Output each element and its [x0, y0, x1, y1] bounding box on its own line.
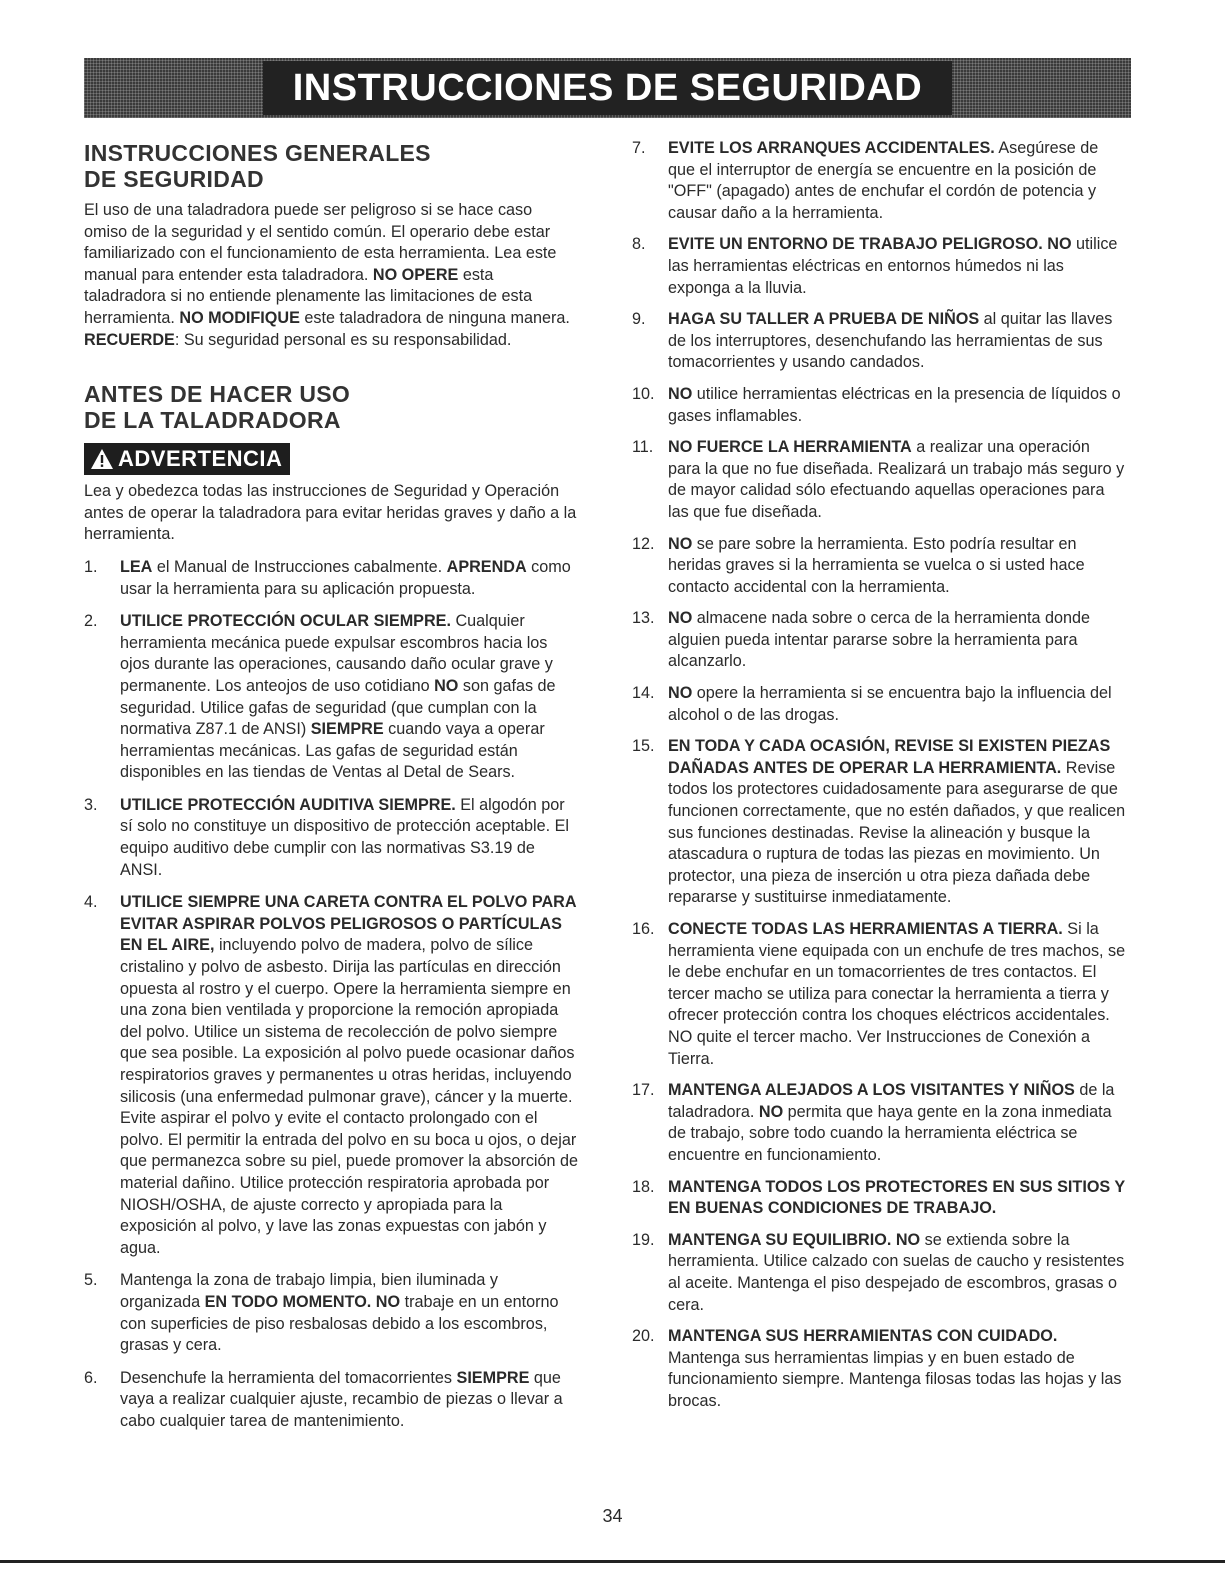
bottom-rule [0, 1560, 1225, 1563]
warning-triangle-icon [90, 448, 114, 470]
safety-item: 6. Desenchufe la herramienta del tomacorrientes SIEMPRE que vaya a realizar cualquier ajuste, recambio de piezas o llevar a cabo cualquier tarea de mantenimiento. [84, 1368, 563, 1430]
item-number: 13. [632, 609, 655, 628]
item-number: 11. [632, 438, 654, 457]
item-number: 17. [632, 1081, 655, 1100]
warning-text: Lea y obedezca todas las instrucciones de Seguridad y Operación antes de operar la taladradora para evitar heridas graves y daño a la herramienta. [84, 482, 577, 544]
item-number: 20. [632, 1327, 655, 1346]
safety-item: 18. MANTENGA TODOS LOS PROTECTORES EN SUS SITIOS Y EN BUENAS CONDICIONES DE TRABAJO. [632, 1177, 1125, 1218]
safety-item: 4. UTILICE SIEMPRE UNA CARETA CONTRA EL POLVO PARA EVITAR ASPIRAR POLVOS PELIGROSOS O PARTÍCULAS EN EL AIRE, incluyendo polvo de madera, polvo de sílice cristalino y polvo de asbesto. Dirija las partículas en dirección opuesta al rostro y el cuerpo. Opere la herramienta siempre en una zona bien ventilada y proporcione la remoción apropiada del polvo. Utilice un sistema de recolección de polvo siempre que sea posible. La exposición al polvo puede ocasionar daños respiratorios graves y permanentes u otras heridas, incluyendo silicosis (una enfermedad pulmonar grave), cáncer y la muerte. Evite aspirar el polvo y evite el contacto prolongado con el polvo. El permitir la entrada del polvo en su boca u ojos, o dejar que permanezca sobre su piel, puede promover la absorción de material dañino. Utilice protección respiratoria aprobada por NIOSH/OSHA, de ajuste correcto y apropiada para la exposición al polvo, y lave las zonas expuestas con jabón y agua. [84, 893, 579, 1257]
general-safety-paragraph: El uso de una taladradora puede ser peligroso si se hace caso omiso de la seguridad y el sentido común. El operario debe estar familiarizado con el funcionamiento de esta herramienta. Lea este manual para entender esta taladradora. NO OPERE esta taladradora si no entiende plenamente las limitaciones de esta herramienta. NO MODIFIQUE este taladradora de ninguna manera. RECUERDE: Su seguridad personal es su responsabilidad. [84, 201, 570, 349]
safety-item: 11. NO FUERCE LA HERRAMIENTA a realizar una operación para la que no fue diseñada. Realizará un trabajo más seguro y de mayor calidad sólo efectuando aquellas operaciones para las que fue diseñada. [632, 438, 1125, 521]
safety-item: 10. NO utilice herramientas eléctricas en la presencia de líquidos o gases inflamables. [632, 384, 1121, 425]
safety-item: 17. MANTENGA ALEJADOS A LOS VISITANTES Y NIÑOS de la taladradora. NO permita que haya gente en la zona inmediata de trabajo, sobre todo cuando la herramienta eléctrica se encuentre en funcionamiento. [632, 1081, 1115, 1164]
safety-list-right [632, 138, 1126, 1412]
right-column [632, 138, 1126, 1412]
safety-item: 15. EN TODA Y CADA OCASIÓN, REVISE SI EXISTEN PIEZAS DAÑADAS ANTES DE OPERAR LA HERRAMIENTA. Revise todos los protectores cuidadosamente para asegurarse de que funcionen correctamente, que no estén dañados, y que realicen sus funciones destinadas. Revise la alineación y busque la atascadura o ruptura de todas las piezas en movimiento. Un protector, una pieza de inserción u otra pieza dañada debe repararse y sustituirse inmediatamente. [632, 737, 1126, 907]
safety-item: 7. EVITE LOS ARRANQUES ACCIDENTALES. Asegúrese de que el interruptor de energía se encuentre en la posición de "OFF" (apagado) antes de enchufar el cordón de potencia y causar daño a la herramienta. [632, 139, 1099, 222]
safety-item: 12. NO se pare sobre la herramienta. Esto podría resultar en heridas graves si la herramienta se vuelca o si usted hace contacto accidental con la herramienta. [632, 534, 1085, 596]
item-number: 14. [632, 684, 655, 703]
item-number: 16. [632, 920, 655, 938]
page-title: INSTRUCCIONES DE SEGURIDAD [263, 61, 953, 115]
item-number: 10. [632, 384, 655, 403]
safety-item: 9. HAGA SU TALLER A PRUEBA DE NIÑOS al quitar las llaves de los interruptores, desenchufando las herramientas de sus tomacorrientes y usando candados. [632, 310, 1113, 372]
item-number: 8. [632, 235, 646, 254]
item-number: 3. [84, 795, 98, 814]
safety-item: 5. Mantenga la zona de trabajo limpia, bien iluminada y organizada EN TODO MOMENTO. NO trabaje en un entorno con superficies de piso resbalosas debido a los escombros, grasas y cera. [84, 1271, 559, 1355]
item-number: 6. [84, 1368, 98, 1387]
left-column [84, 140, 579, 1433]
safety-item: 3. UTILICE PROTECCIÓN AUDITIVA SIEMPRE. El algodón por sí solo no constituye un dispositivo de protección aceptable. El equipo auditivo debe cumplir con las normativas S3.19 de ANSI. [84, 795, 570, 879]
item-number: 19. [632, 1230, 655, 1249]
general-safety-heading: INSTRUCCIONES GENERALES DE SEGURIDAD [84, 140, 431, 192]
safety-item: 14. NO opere la herramienta si se encuentra bajo la influencia del alcohol o de las drogas. [632, 684, 1112, 724]
safety-item: 16. CONECTE TODAS LAS HERRAMIENTAS A TIERRA. Si la herramienta viene equipada con un enchufe de tres machos, se le debe enchufar en un tomacorrientes de tres contactos. El tercer macho se utiliza para conectar la herramienta a tierra y ofrecer protección contra los choques eléctricos accidentales. NO quite el tercer macho. Ver Instrucciones de Conexión a Tierra. [632, 920, 1126, 1068]
page-number: 34 [602, 1506, 623, 1526]
item-number: 7. [632, 139, 646, 157]
before-use-heading: ANTES DE HACER USO DE LA TALADRADORA [84, 381, 351, 434]
safety-item: 8. EVITE UN ENTORNO DE TRABAJO PELIGROSO. NO utilice las herramientas eléctricas en entornos húmedos ni las exponga a la lluvia. [632, 235, 1118, 297]
item-number: 9. [632, 310, 646, 329]
safety-item: 1. LEA el Manual de Instrucciones cabalmente. APRENDA como usar la herramienta para su aplicación propuesta. [84, 557, 571, 598]
item-number: 4. [84, 893, 98, 912]
safety-list-left [84, 557, 579, 1433]
item-number: 18. [632, 1177, 655, 1196]
item-number: 5. [84, 1271, 98, 1290]
item-number: 2. [84, 612, 98, 631]
safety-item: 20. MANTENGA SUS HERRAMIENTAS CON CUIDADO. Mantenga sus herramientas limpias y en buen estado de funcionamiento siempre. Mantenga filosas todas las hojas y las brocas. [632, 1327, 1122, 1410]
warning-label: ADVERTENCIA [84, 443, 290, 475]
safety-item: 19. MANTENGA SU EQUILIBRIO. NO se extienda sobre la herramienta. Utilice calzado con suelas de caucho y resistentes al aceite. Mantenga el piso despejado de escombros, grasas o cera. [632, 1230, 1125, 1314]
safety-item: 2. UTILICE PROTECCIÓN OCULAR SIEMPRE. Cualquier herramienta mecánica puede expulsar escombros hacia los ojos durante las operaciones, causando daño ocular grave y permanente. Los anteojos de uso cotidiano NO son gafas de seguridad. Utilice gafas de seguridad (que cumplan con la normativa Z87.1 de ANSI) SIEMPRE cuando vaya a operar herramientas mecánicas. Las gafas de seguridad están disponibles en las tiendas de Ventas al Detal de Sears. [84, 612, 556, 782]
item-number: 1. [84, 557, 98, 576]
title-banner [84, 58, 1131, 118]
item-number: 12. [632, 534, 655, 553]
safety-item: 13. NO almacene nada sobre o cerca de la herramienta donde alguien pueda intentar pararse sobre la herramienta para alcanzarlo. [632, 609, 1091, 671]
item-number: 15. [632, 737, 655, 756]
